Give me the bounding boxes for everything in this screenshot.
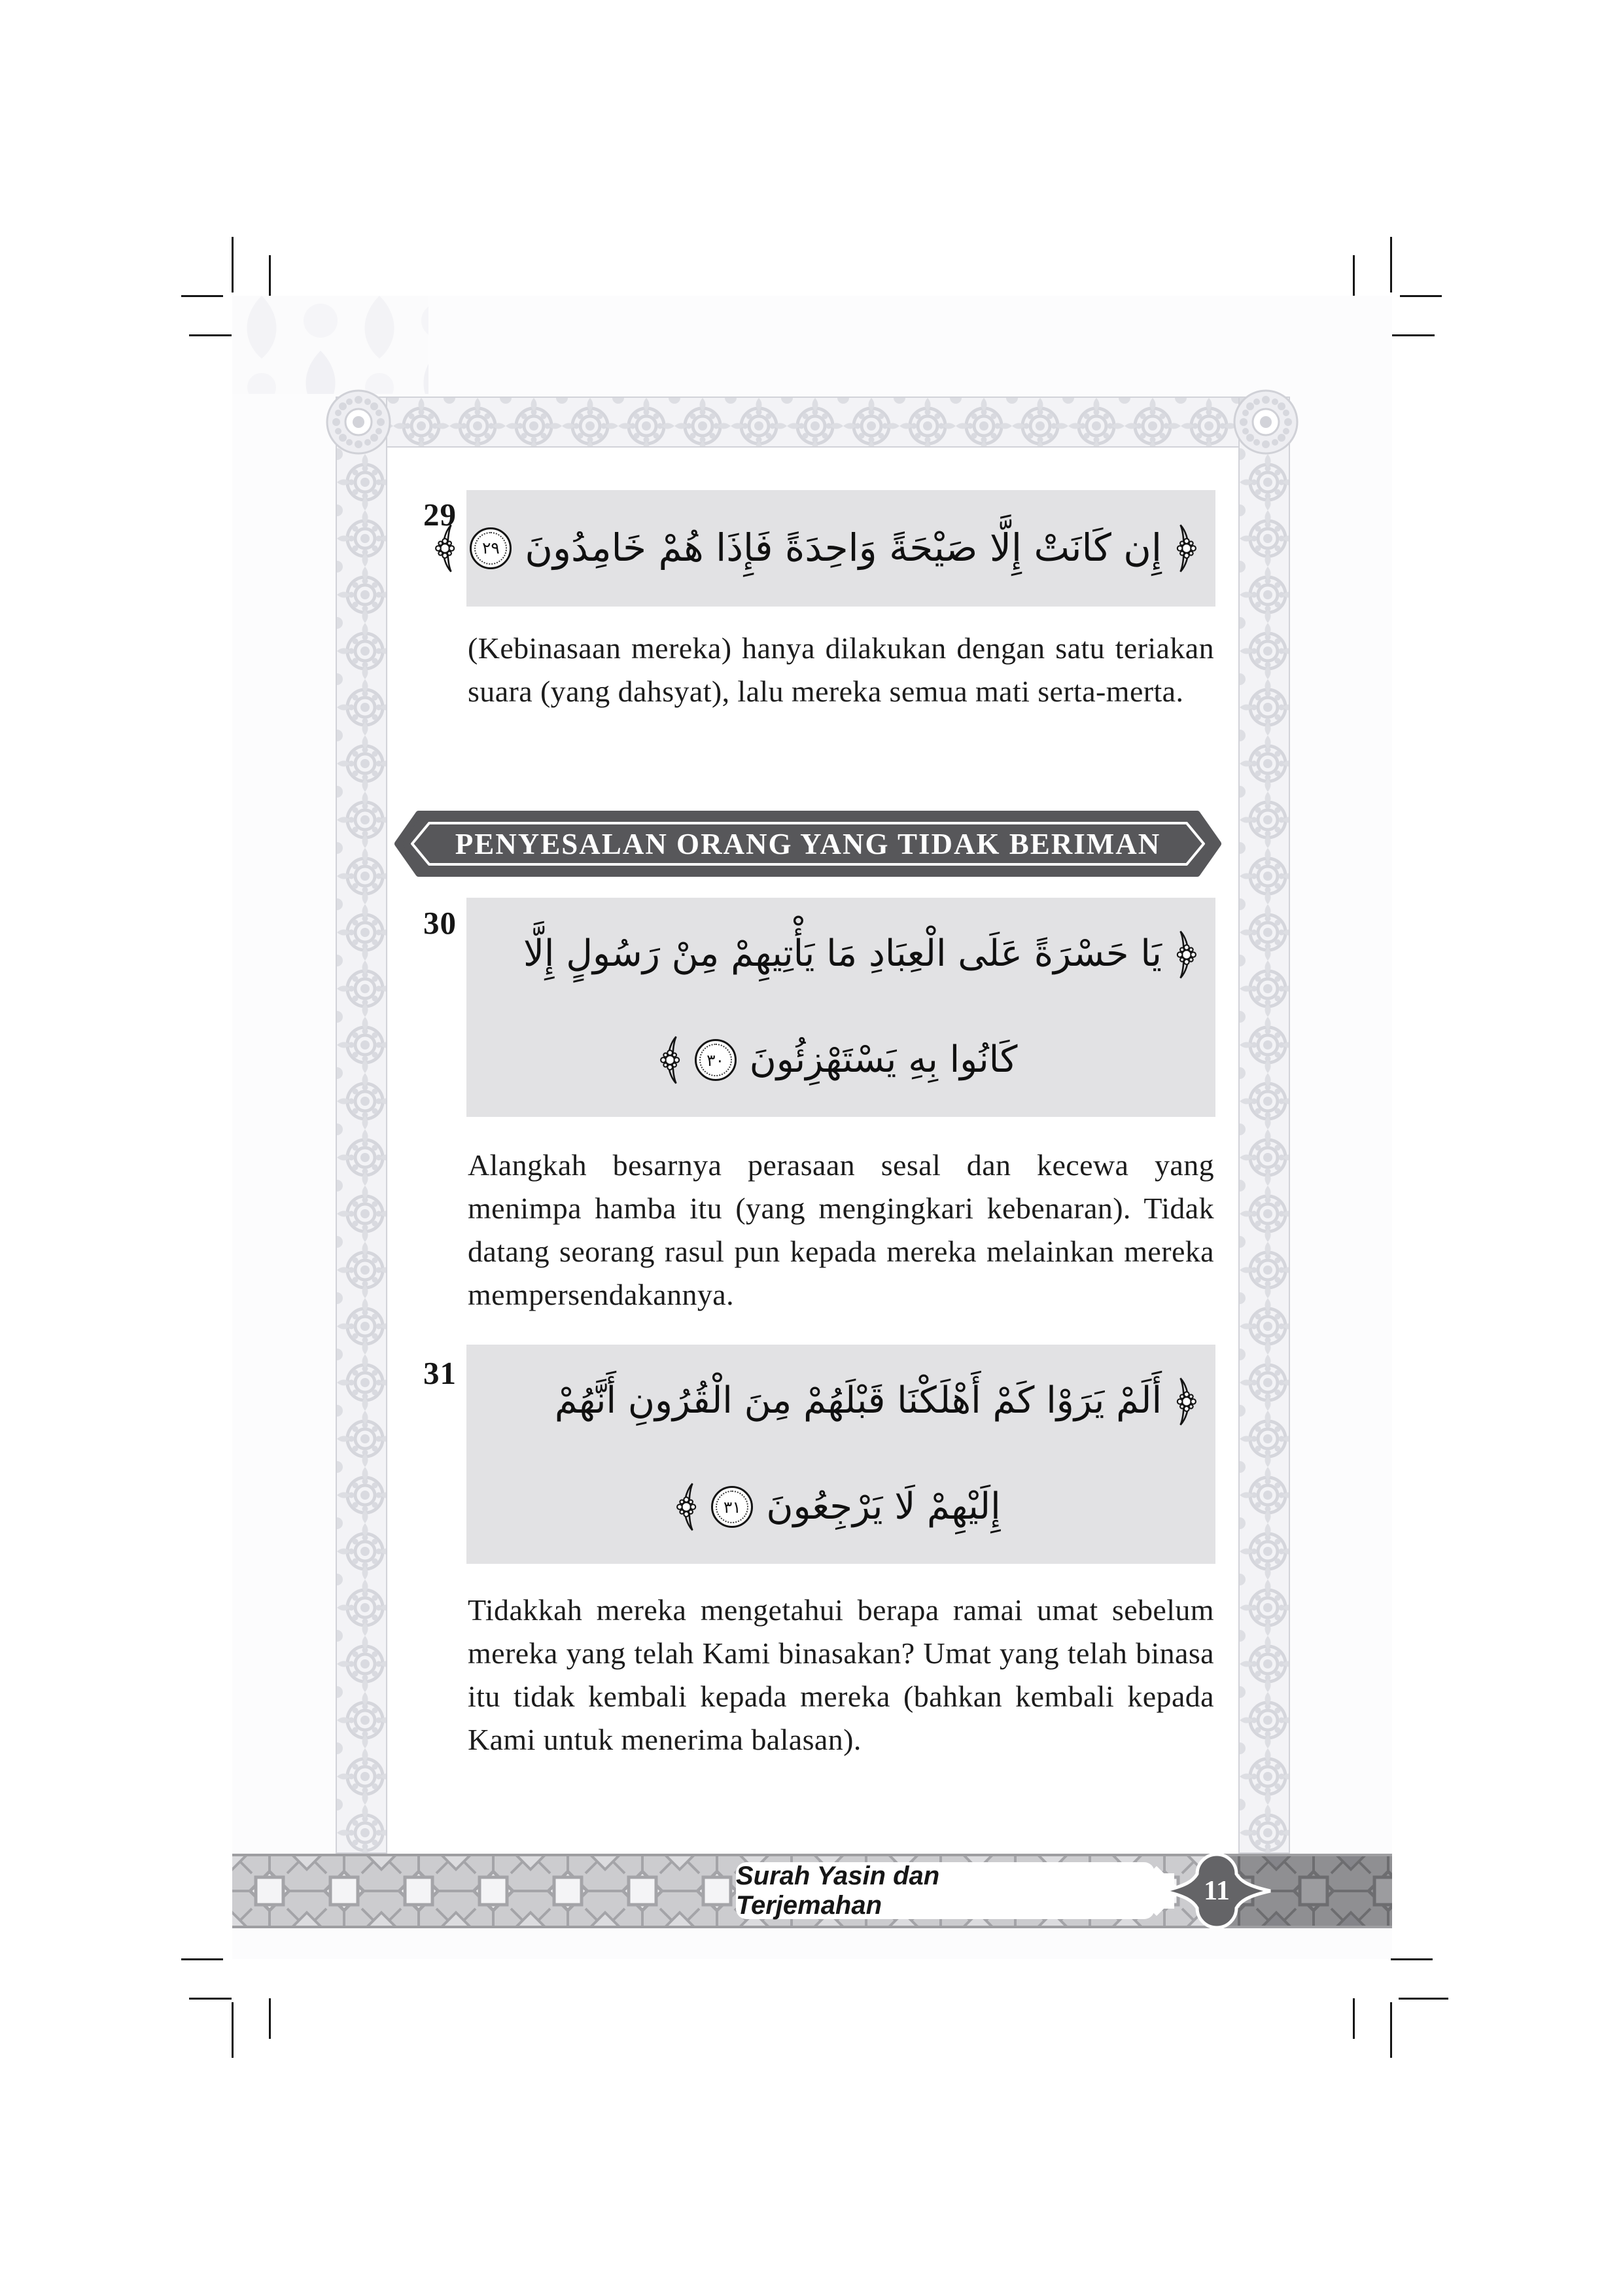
verse-number-label: 31 [423, 1355, 457, 1391]
ayah-ornament-icon [659, 1033, 682, 1087]
frame-corner-rosette-icon [1232, 388, 1300, 456]
arabic-verse-line [480, 926, 1197, 983]
ayah-number-arabic: ٣٠ [707, 1050, 725, 1070]
arabic-verse-block-29 [466, 490, 1215, 607]
translation-paragraph: Alangkah besarnya perasaan sesal dan kecewa yang menimpa hamba itu (yang mengingkari kebenaran). Tidak datang seorang rasul pun kepada mereka melainkan mereka mempersendakannya. [468, 1148, 1214, 1311]
ayah-number-medallion [695, 1039, 737, 1081]
ayah-ornament-icon [1175, 1374, 1197, 1429]
crop-mark [1399, 1998, 1448, 2000]
page-body [232, 296, 1392, 1959]
verse-number-label: 29 [423, 497, 457, 533]
ayah-number-medallion [470, 527, 512, 569]
translation-paragraph: (Kebinasaan mereka) hanya dilakukan dengan satu teriakan suara (yang dahsyat), lalu mereka semua mati serta-merta. [468, 631, 1214, 708]
frame-right-ornament-band [1238, 397, 1290, 1854]
crop-mark [181, 295, 223, 297]
arabic-text: كَانُوا بِهِ يَسْتَهْزِئُونَ [749, 1038, 1018, 1081]
crop-mark [269, 1998, 271, 2039]
footer-title-label [736, 1862, 1155, 1919]
frame-top-ornament-band [336, 397, 1290, 448]
floral-background-pattern [232, 296, 428, 394]
frame-left-ornament-band [336, 397, 387, 1854]
arabic-text: إِلَيْهِمْ لَا يَرْجِعُونَ [766, 1485, 1001, 1528]
arabic-verse-line [480, 1373, 1197, 1430]
crop-mark [1392, 334, 1435, 336]
arabic-verse-line [480, 1032, 1197, 1089]
crop-mark [1400, 295, 1442, 297]
ayah-ornament-icon [676, 1479, 698, 1534]
ayah-number-medallion [711, 1486, 753, 1528]
ayah-ornament-icon [434, 521, 457, 576]
crop-mark [232, 237, 234, 292]
arabic-verse-block-31 [466, 1345, 1215, 1564]
frame-corner-rosette-icon [324, 388, 393, 456]
crop-mark [1353, 255, 1355, 296]
arabic-text: إِن كَانَتْ إِلَّا صَيْحَةً وَاحِدَةً فَإِذَا هُمْ خَامِدُونَ [525, 525, 1162, 571]
crop-mark [269, 255, 271, 296]
section-heading-banner [393, 810, 1223, 877]
arabic-text: يَا حَسْرَةً عَلَى الْعِبَادِ مَا يَأْتِيهِمْ مِنْ رَسُولٍ إِلَّا [523, 932, 1162, 976]
section-heading: PENYESALAN ORANG YANG TIDAK BERIMAN [455, 827, 1161, 860]
crop-mark [232, 2002, 234, 2058]
arabic-verse-line [480, 1479, 1197, 1536]
ayah-number-arabic: ٣١ [723, 1497, 741, 1517]
translation-paragraph: Tidakkah mereka mengetahui berapa ramai umat sebelum mereka yang telah Kami binasakan? Umat yang telah binasa itu tidak kembali kepada mereka (bahkan kembali kepada Kami untuk menerima balasan). [468, 1593, 1214, 1756]
ayah-ornament-icon [1175, 521, 1197, 576]
arabic-verse-line [480, 519, 1197, 578]
page-number: 11 [1204, 1876, 1230, 1906]
footer-book-title: Surah Yasin dan Terjemahan [736, 1861, 940, 1920]
crop-mark [1390, 237, 1392, 292]
crop-mark [1353, 1998, 1355, 2039]
arabic-verse-block-30 [466, 898, 1215, 1117]
ayah-number-arabic: ٢٩ [481, 539, 500, 558]
crop-mark [1390, 2002, 1392, 2058]
crop-mark [189, 334, 232, 336]
ayah-ornament-icon [1175, 927, 1197, 982]
crop-mark [1391, 1958, 1433, 1960]
arabic-text: أَلَمْ يَرَوْا كَمْ أَهْلَكْنَا قَبْلَهُمْ مِنَ الْقُرُونِ أَنَّهُمْ [554, 1379, 1162, 1422]
crop-mark [181, 1958, 223, 1960]
verse-number-label: 30 [423, 905, 457, 941]
crop-mark [189, 1998, 232, 2000]
